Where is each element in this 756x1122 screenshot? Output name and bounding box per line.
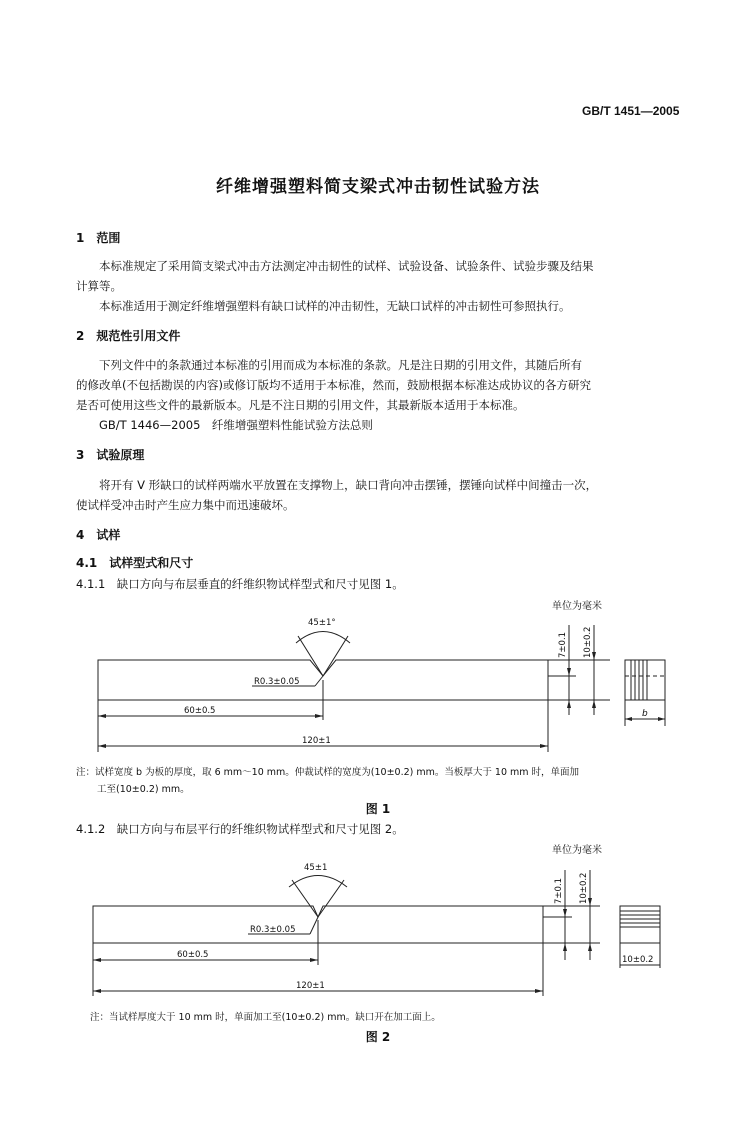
figure-2-unit: 单位为毫米 — [552, 845, 602, 856]
section-2-para-1b: 的修改单(不包括勘误的内容)或修订版均不适用于本标准，然而，鼓励根据本标准达成协议的各方研究 — [76, 378, 591, 392]
figure-1-half-length: 60±0.5 — [184, 706, 216, 716]
figure-2-radius: R0.3±0.05 — [250, 925, 296, 935]
figure-2-caption: 图 2 — [365, 1030, 391, 1044]
figure-1-note-2: 工至(10±0.2) mm。 — [97, 784, 190, 795]
figure-2-length: 120±1 — [296, 981, 325, 991]
figure-2-note-1: 注：当试样厚度大于 10 mm 时，单面加工至(10±0.2) mm。缺口开在加工面上。 — [90, 1012, 441, 1023]
figure-1-width: b — [642, 709, 648, 719]
section-2-para-1: 下列文件中的条款通过本标准的引用而成为本标准的条款。凡是注日期的引用文件，其随后所有 — [99, 358, 582, 372]
section-4-1-heading: 4.1 试样型式和尺寸 — [76, 556, 194, 570]
figure-2-width: 10±0.2 — [622, 955, 654, 965]
section-4-1-2-text: 4.1.2 缺口方向与布层平行的纤维织物试样型式和尺寸见图 2。 — [76, 822, 404, 836]
figure-2-dim-10: 10±0.2 — [579, 872, 589, 904]
figure-2-drawing — [0, 855, 756, 1005]
page-title: 纤维增强塑料简支梁式冲击韧性试验方法 — [216, 177, 540, 197]
section-1-para-2: 本标准适用于测定纤维增强塑料有缺口试样的冲击韧性，无缺口试样的冲击韧性可参照执行。 — [99, 299, 571, 313]
section-3-heading: 3 试验原理 — [76, 448, 145, 462]
section-2-reference: GB/T 1446—2005 纤维增强塑料性能试验方法总则 — [99, 418, 373, 432]
figure-2-half-length: 60±0.5 — [177, 950, 209, 960]
figure-1-angle: 45±1° — [308, 618, 336, 628]
section-1-para-1: 本标准规定了采用简支梁式冲击方法测定冲击韧性的试样、试验设备、试验条件、试验步骤及结果 — [99, 259, 594, 273]
figure-1-caption: 图 1 — [365, 802, 391, 816]
standard-code: GB/T 1451—2005 — [582, 104, 680, 118]
section-4-1-1-text: 4.1.1 缺口方向与布层垂直的纤维织物试样型式和尺寸见图 1。 — [76, 577, 404, 591]
figure-1-radius: R0.3±0.05 — [254, 677, 300, 687]
section-3-para-1: 将开有 V 形缺口的试样两端水平放置在支撑物上，缺口背向冲击摆锤，摆锤向试样中间撞击一次， — [99, 478, 598, 492]
section-3-para-1b: 使试样受冲击时产生应力集中而迅速破坏。 — [76, 498, 295, 512]
figure-2-angle: 45±1 — [304, 863, 328, 873]
figure-2-dim-7: 7±0.1 — [554, 877, 564, 904]
figure-1-dim-7: 7±0.1 — [558, 631, 568, 658]
section-2-para-1c: 是否可使用这些文件的最新版本。凡是不注日期的引用文件，其最新版本适用于本标准。 — [76, 398, 525, 412]
section-1-heading: 1 范围 — [76, 231, 121, 245]
figure-1-drawing — [0, 610, 756, 760]
figure-1-dim-10: 10±0.2 — [583, 626, 593, 658]
section-4-heading: 4 试样 — [76, 528, 121, 542]
section-1-para-1b: 计算等。 — [76, 279, 122, 293]
figure-1-length: 120±1 — [302, 736, 331, 746]
section-2-heading: 2 规范性引用文件 — [76, 329, 181, 343]
figure-1-note-1: 注：试样宽度 b 为板的厚度，取 6 mm～10 mm。仲裁试样的宽度为(10±0.2) mm。当板厚大于 10 mm 时，单面加 — [76, 767, 580, 778]
figure-1-unit: 单位为毫米 — [552, 601, 602, 612]
